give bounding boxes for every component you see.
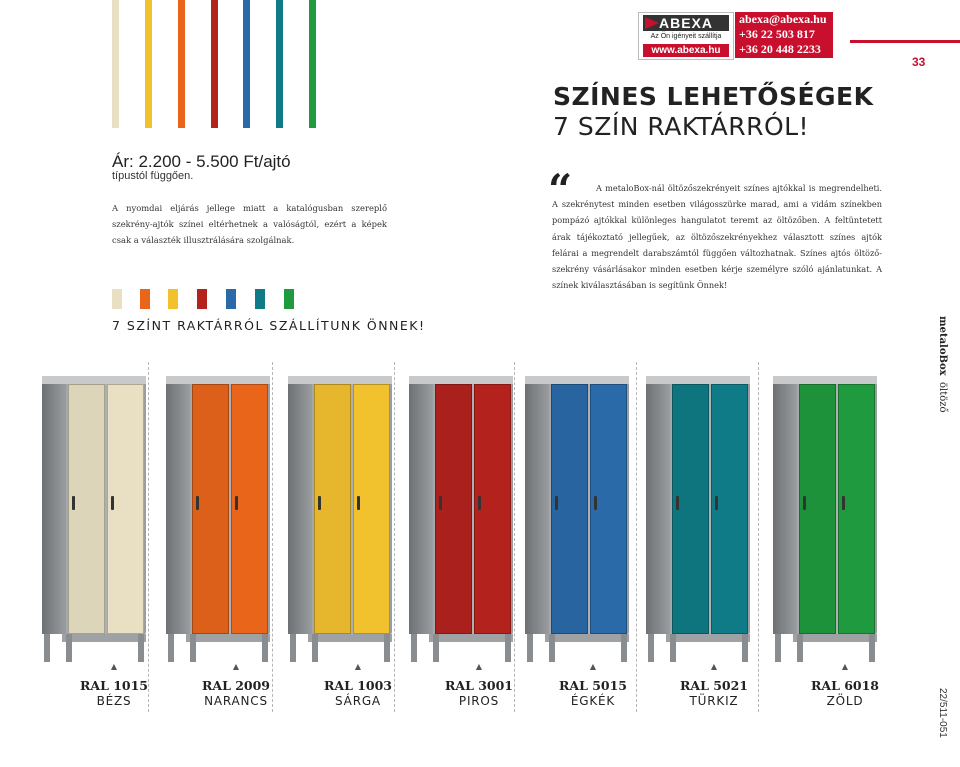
triangle-icon: ▲ bbox=[232, 662, 240, 671]
locker-top bbox=[166, 376, 270, 384]
color-code: RAL 5021 bbox=[679, 678, 749, 693]
swatch-green bbox=[284, 289, 294, 309]
disclaimer: A nyomdai eljárás jellege miatt a katalógusban szereplő szekrény-ajtók színei eltérhetnek a valóságtól, ezért a képek csak a választék illusztrálására szolgálnak. bbox=[112, 203, 387, 245]
locker-3 bbox=[288, 376, 392, 662]
divider bbox=[758, 362, 759, 712]
contact-phone-1: +36 22 503 817 bbox=[739, 27, 815, 41]
color-label bbox=[54, 662, 174, 708]
triangle-icon: ▲ bbox=[589, 662, 597, 671]
locker-top bbox=[646, 376, 750, 384]
locker-side bbox=[773, 382, 797, 634]
locker-leg bbox=[411, 634, 417, 662]
locker-leg bbox=[66, 634, 72, 662]
locker-leg bbox=[670, 634, 676, 662]
color-code: RAL 5015 bbox=[558, 678, 628, 693]
logo-name: ABEXA bbox=[643, 15, 729, 31]
color-label bbox=[654, 662, 774, 708]
color-code: RAL 1003 bbox=[323, 678, 393, 693]
locker-2 bbox=[166, 376, 270, 662]
color-name: ZÖLD bbox=[826, 694, 864, 708]
triangle-icon: ▲ bbox=[841, 662, 849, 671]
locker-top bbox=[288, 376, 392, 384]
locker-leg bbox=[549, 634, 555, 662]
side-code bbox=[930, 688, 950, 748]
locker-leg bbox=[648, 634, 654, 662]
divider bbox=[272, 362, 273, 712]
locker-leg bbox=[797, 634, 803, 662]
color-name: PIROS bbox=[458, 694, 500, 708]
color-name: SÁRGA bbox=[335, 694, 381, 708]
locker-base bbox=[308, 634, 392, 642]
logo-website[interactable]: www.abexa.hu bbox=[643, 44, 729, 57]
locker-leg bbox=[527, 634, 533, 662]
page-subtitle: 7 SZÍN RAKTÁRRÓL! bbox=[553, 112, 810, 141]
locker-side bbox=[525, 382, 549, 634]
locker-leg bbox=[775, 634, 781, 662]
locker-handle bbox=[357, 496, 360, 510]
color-name: TÜRKIZ bbox=[689, 694, 739, 708]
top-bar-blue bbox=[243, 0, 250, 128]
locker-handle bbox=[555, 496, 558, 510]
contact-phone-2: +36 20 448 2233 bbox=[739, 42, 821, 56]
color-label bbox=[785, 662, 905, 708]
color-label bbox=[419, 662, 539, 708]
contact-box bbox=[735, 12, 833, 58]
triangle-icon: ▲ bbox=[475, 662, 483, 671]
locker-handle bbox=[111, 496, 114, 510]
swatch-orange bbox=[140, 289, 150, 309]
locker-leg bbox=[869, 634, 875, 662]
color-label bbox=[533, 662, 653, 708]
locker-handle bbox=[318, 496, 321, 510]
locker-handle bbox=[594, 496, 597, 510]
color-code: RAL 6018 bbox=[810, 678, 880, 693]
price-note: típustól függően. bbox=[112, 170, 194, 182]
page-title: SZÍNES LEHETŐSÉGEK bbox=[553, 82, 874, 111]
price: Ár: 2.200 - 5.500 Ft/ajtó bbox=[112, 152, 291, 171]
top-bar-turquoise bbox=[276, 0, 283, 128]
header-rule bbox=[850, 40, 960, 43]
locker-side bbox=[288, 382, 312, 634]
locker-handle bbox=[196, 496, 199, 510]
locker-side bbox=[42, 382, 66, 634]
locker-base bbox=[545, 634, 629, 642]
logo-tagline: Az Ön igényeit szállítja bbox=[650, 33, 722, 40]
side-brand-text bbox=[937, 316, 948, 413]
top-color-bars bbox=[112, 0, 312, 128]
divider bbox=[636, 362, 637, 712]
locker-base bbox=[186, 634, 270, 642]
page-number: 33 bbox=[912, 55, 926, 69]
locker-side bbox=[646, 382, 670, 634]
locker-side bbox=[166, 382, 190, 634]
locker-top bbox=[525, 376, 629, 384]
locker-base bbox=[666, 634, 750, 642]
color-name: BÉZS bbox=[96, 694, 132, 708]
locker-leg bbox=[168, 634, 174, 662]
top-bar-yellow bbox=[145, 0, 152, 128]
locker-leg bbox=[312, 634, 318, 662]
swatch-blue bbox=[226, 289, 236, 309]
locker-1 bbox=[42, 376, 146, 662]
locker-leg bbox=[505, 634, 511, 662]
catalog-code: 22/511-051 bbox=[937, 688, 948, 738]
locker-leg bbox=[190, 634, 196, 662]
locker-leg bbox=[384, 634, 390, 662]
locker-side bbox=[409, 382, 433, 634]
triangle-icon: ▲ bbox=[354, 662, 362, 671]
contact-email[interactable]: abexa@abexa.hu bbox=[739, 12, 827, 26]
locker-4 bbox=[409, 376, 513, 662]
locker-handle bbox=[72, 496, 75, 510]
color-label bbox=[298, 662, 418, 708]
locker-7 bbox=[773, 376, 877, 662]
section-heading: 7 SZÍNT RAKTÁRRÓL SZÁLLÍTUNK ÖNNEK! bbox=[112, 318, 426, 333]
locker-leg bbox=[262, 634, 268, 662]
locker-top bbox=[409, 376, 513, 384]
divider bbox=[148, 362, 149, 712]
locker-handle bbox=[715, 496, 718, 510]
locker-leg bbox=[621, 634, 627, 662]
abexa-logo[interactable] bbox=[638, 12, 734, 60]
triangle-icon: ▲ bbox=[110, 662, 118, 671]
quote-text: A metaloBox-nál öltözőszekrényeit színes ajtókkal is megrendelheti. A szekrénytest minden esetben világosszürke marad, ami a vidám színekben pompázó ajtókkal különleges hangulatot teremt az öltözőben. A feltüntetett árak tájékoztató jellegűek, az öltözőszekrényekhez választott színes ajtók felárai a megrendelt darabszámtól függően változhatnak. Színes ajtós öltöző-szekrény vásárlásakor minden esetben kérje személyre szóló ajánlatunkat. A színek kiválasztásában is segítünk Önnek! bbox=[552, 183, 882, 291]
brand-category: öltöző bbox=[937, 381, 948, 413]
locker-top bbox=[42, 376, 146, 384]
divider bbox=[394, 362, 395, 712]
locker-leg bbox=[742, 634, 748, 662]
locker-6 bbox=[646, 376, 750, 662]
top-bar-orange bbox=[178, 0, 185, 128]
locker-5 bbox=[525, 376, 629, 662]
top-bar-red bbox=[211, 0, 218, 128]
locker-leg bbox=[290, 634, 296, 662]
locker-base bbox=[62, 634, 146, 642]
color-code: RAL 2009 bbox=[201, 678, 271, 693]
swatch-turquoise bbox=[255, 289, 265, 309]
locker-leg bbox=[138, 634, 144, 662]
locker-handle bbox=[478, 496, 481, 510]
swatch-yellow bbox=[168, 289, 178, 309]
quote-icon: “ bbox=[548, 165, 573, 214]
top-bar-beige bbox=[112, 0, 119, 128]
top-bar-green bbox=[309, 0, 316, 128]
divider bbox=[514, 362, 515, 712]
locker-leg bbox=[44, 634, 50, 662]
color-code: RAL 1015 bbox=[79, 678, 149, 693]
locker-handle bbox=[842, 496, 845, 510]
locker-top bbox=[773, 376, 877, 384]
color-code: RAL 3001 bbox=[444, 678, 514, 693]
locker-leg bbox=[433, 634, 439, 662]
brand-name: metaloBox bbox=[937, 316, 948, 376]
triangle-icon: ▲ bbox=[710, 662, 718, 671]
locker-handle bbox=[439, 496, 442, 510]
swatch-red bbox=[197, 289, 207, 309]
color-name: NARANCS bbox=[204, 694, 268, 708]
locker-handle bbox=[235, 496, 238, 510]
locker-base bbox=[793, 634, 877, 642]
color-name: ÉGKÉK bbox=[570, 694, 616, 708]
locker-handle bbox=[803, 496, 806, 510]
side-brand bbox=[928, 316, 954, 446]
swatch-beige bbox=[112, 289, 122, 309]
logo-arrow-icon bbox=[645, 17, 659, 29]
locker-handle bbox=[676, 496, 679, 510]
color-label bbox=[176, 662, 296, 708]
locker-base bbox=[429, 634, 513, 642]
